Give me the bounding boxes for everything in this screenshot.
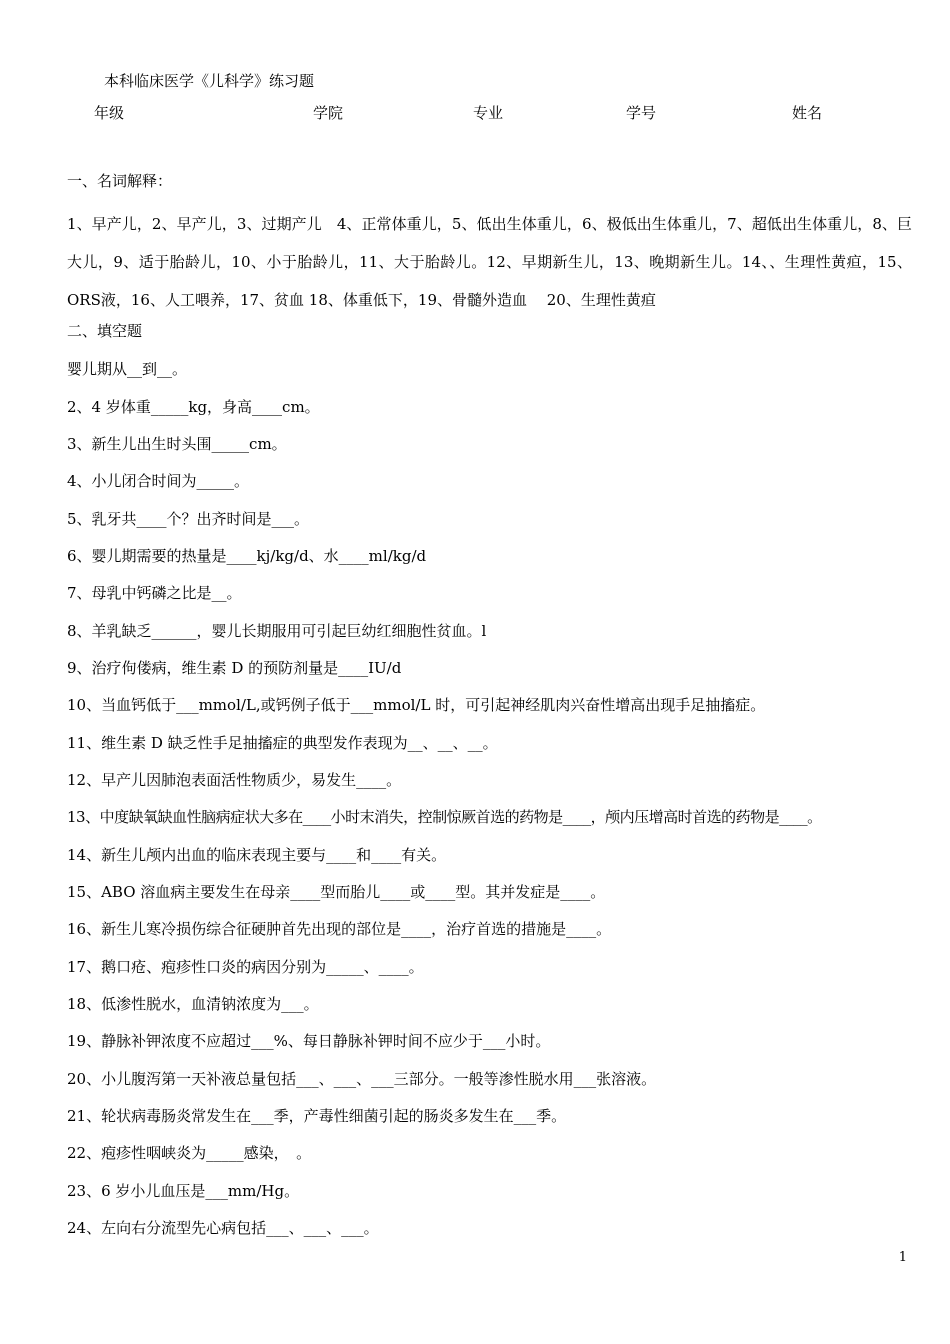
page-title: 本科临床医学《儿科学》练习题 — [104, 72, 315, 90]
question-item: 14、新生儿颅内出血的临床表现主要与____和____有关。 — [67, 846, 447, 864]
college-label: 学院 — [313, 104, 344, 122]
student-info-row — [0, 102, 950, 124]
question-item: 20、小儿腹泻第一天补液总量包括___、___、___三部分。一般等渗性脱水用___张溶液。 — [67, 1070, 657, 1088]
question-item: 11、维生素 D 缺乏性手足抽搐症的典型发作表现为__、__、__。 — [67, 734, 498, 752]
question-item: 18、低渗性脱水，血清钠浓度为___。 — [67, 995, 319, 1013]
name-label: 姓名 — [792, 104, 823, 122]
question-item: 16、新生儿寒冷损伤综合征硬肿首先出现的部位是____，治疗首选的措施是____。 — [67, 920, 612, 938]
question-item: 21、轮状病毒肠炎常发生在___季，产毒性细菌引起的肠炎多发生在___季。 — [67, 1107, 567, 1125]
question-item: 23、6 岁小儿血压是___mm/Hg。 — [67, 1182, 300, 1200]
question-item: 22、疱疹性咽峡炎为_____感染， 。 — [67, 1144, 312, 1162]
question-item: 5、乳牙共____个？出齐时间是___。 — [67, 510, 310, 528]
question-item: 15、ABO 溶血病主要发生在母亲____型而胎儿____或____型。其并发症是____。 — [67, 883, 606, 901]
question-item: 2、4 岁体重_____kg，身高____cm。 — [67, 398, 320, 416]
question-item: 3、新生儿出生时头围_____cm。 — [67, 435, 287, 453]
question-item: 13、中度缺氧缺血性脑病症状大多在____小时末消失，控制惊厥首选的药物是____，颅内压增高时首选的药物是____。 — [67, 808, 822, 826]
question-item: 12、早产儿因肺泡表面活性物质少，易发生____。 — [67, 771, 402, 789]
page-number: 1 — [898, 1250, 907, 1265]
section-1-heading: 一、名词解释： — [67, 172, 173, 190]
grade-label: 年级 — [94, 104, 125, 122]
question-item: 10、当血钙低于___mmol/L,或钙例子低于___mmol/L 时，可引起神经肌肉兴奋性增高出现手足抽搐症。 — [67, 696, 766, 714]
section-2-heading: 二、填空题 — [67, 322, 143, 340]
question-item: 8、羊乳缺乏______，婴儿长期服用可引起巨幼红细胞性贫血。l — [67, 622, 487, 640]
question-item: 6、婴儿期需要的热量是____kj/kg/d、水____ml/kg/d — [67, 547, 427, 565]
question-item: 17、鹅口疮、疱疹性口炎的病因分别为_____、____。 — [67, 958, 424, 976]
question-item: 婴儿期从__到__。 — [67, 360, 188, 378]
question-item: 7、母乳中钙磷之比是__。 — [67, 584, 242, 602]
section-1-terms: 1、早产儿，2、早产儿，3、过期产儿 4、正常体重儿，5、低出生体重儿，6、极低出生体重儿，7、超低出生体重儿，8、巨大儿，9、适于胎龄儿，10、小于胎龄儿，11、大于胎龄儿。12、早期新生儿，13、晚期新生儿。14、、生理性黄疸，15、ORS液，16、人工喂养，17、贫血 18、体重低下，19、骨髓外造血 20、生理性黄疸 — [67, 215, 912, 309]
major-label: 专业 — [473, 104, 504, 122]
question-item: 24、左向右分流型先心病包括___、___、___。 — [67, 1219, 379, 1237]
question-item: 4、小儿闭合时间为_____。 — [67, 472, 250, 490]
question-item: 19、静脉补钾浓度不应超过___%、每日静脉补钾时间不应少于___小时。 — [67, 1032, 551, 1050]
question-item: 9、治疗佝偻病，维生素 D 的预防剂量是____IU/d — [67, 659, 402, 677]
student-id-label: 学号 — [626, 104, 657, 122]
